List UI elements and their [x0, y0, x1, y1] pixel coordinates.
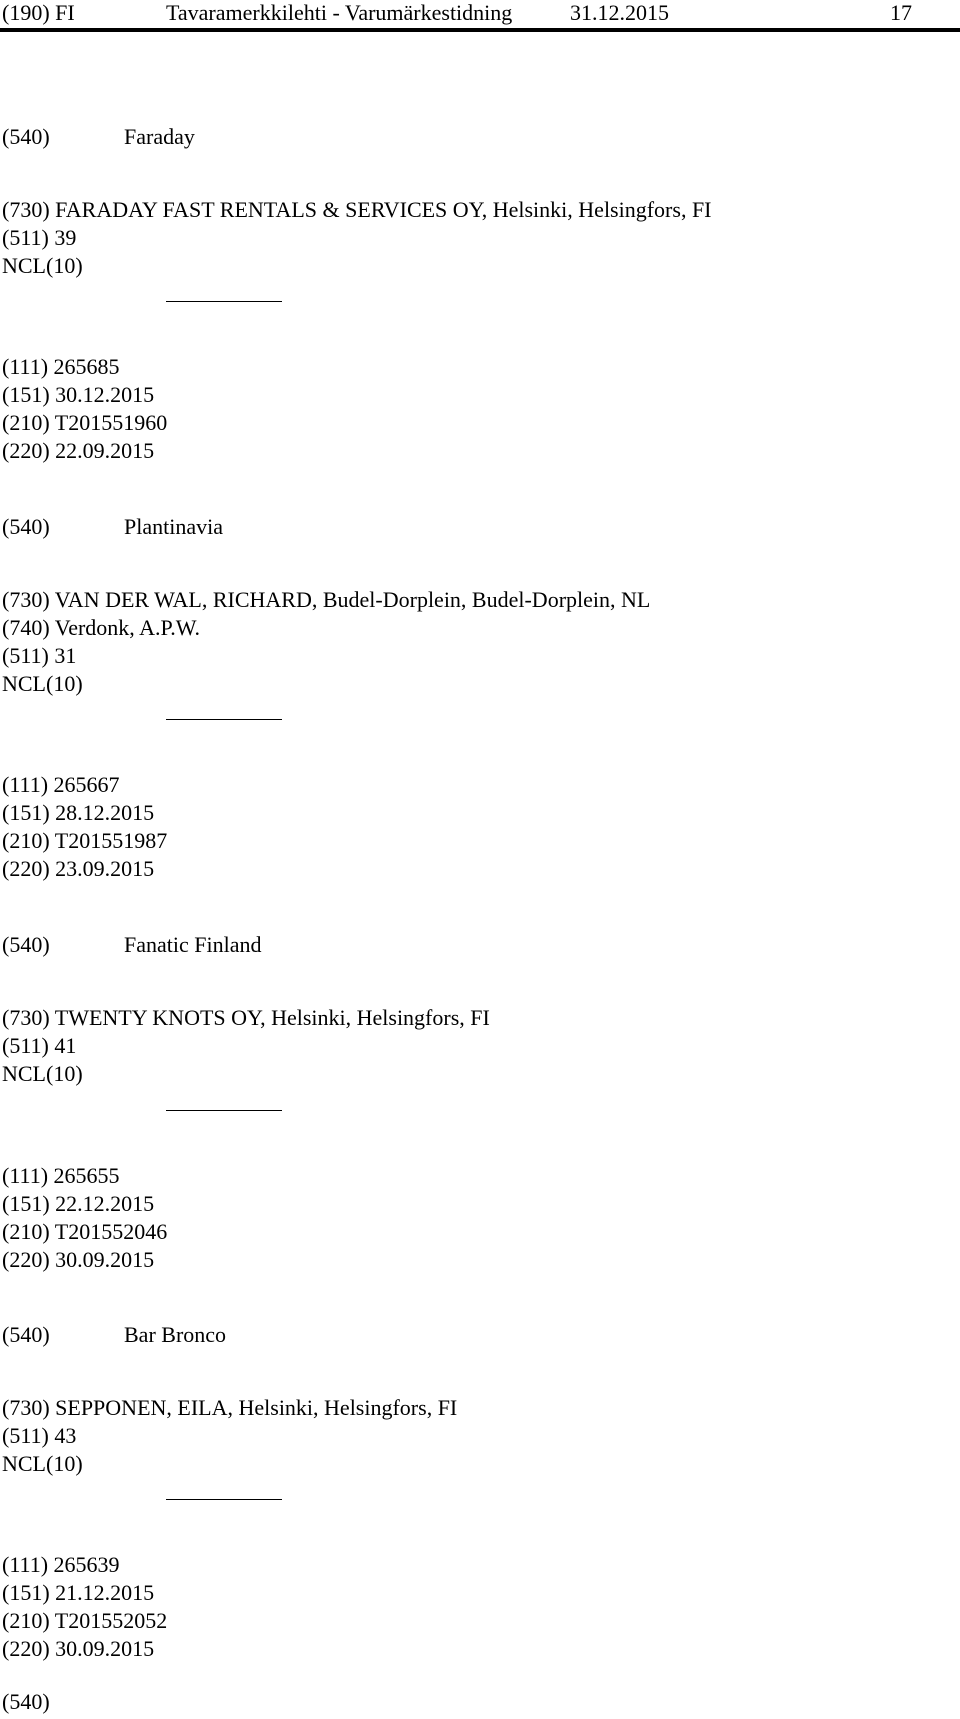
- mark-name: Plantinavia: [124, 514, 223, 539]
- class-line: (511) 39: [2, 225, 77, 250]
- ncl-line: NCL(10): [2, 671, 83, 696]
- application-number: (210) T201551987: [2, 828, 168, 853]
- mark-code: (540): [2, 932, 50, 957]
- ncl-line: NCL(10): [2, 253, 83, 278]
- owner-line: (730) FARADAY FAST RENTALS & SERVICES OY, Helsinki, Helsingfors, FI: [2, 197, 712, 222]
- issue-date: 31.12.2015: [570, 0, 669, 25]
- journal-title: Tavaramerkkilehti - Varumärkestidning: [166, 0, 513, 25]
- ncl-line: NCL(10): [2, 1061, 83, 1086]
- mark-code: (540): [2, 514, 50, 539]
- mark-name: Fanatic Finland: [124, 932, 262, 957]
- class-line: (511) 41: [2, 1033, 77, 1058]
- filing-date: (220) 30.09.2015: [2, 1636, 155, 1661]
- owner-line: (730) SEPPONEN, EILA, Helsinki, Helsingfors, FI: [2, 1395, 458, 1420]
- mark-code: (540): [2, 124, 50, 149]
- mark-name: Faraday: [124, 124, 195, 149]
- registration-date: (151) 22.12.2015: [2, 1191, 155, 1216]
- application-number: (210) T201551960: [2, 410, 168, 435]
- owner-line: (730) VAN DER WAL, RICHARD, Budel-Dorplein, Budel-Dorplein, NL: [2, 587, 651, 612]
- entry-separator: [166, 1110, 282, 1111]
- page-header: [0, 0, 960, 27]
- registration-number: (111) 265639: [2, 1552, 120, 1577]
- entry-separator: [166, 301, 282, 302]
- agent-line: (740) Verdonk, A.P.W.: [2, 615, 201, 640]
- page-number: 17: [890, 0, 912, 25]
- entry-separator: [166, 1499, 282, 1500]
- journal-code: (190) FI: [2, 0, 75, 25]
- registration-date: (151) 21.12.2015: [2, 1580, 155, 1605]
- registration-date: (151) 28.12.2015: [2, 800, 155, 825]
- registration-date: (151) 30.12.2015: [2, 382, 155, 407]
- filing-date: (220) 23.09.2015: [2, 856, 155, 881]
- entry-separator: [166, 719, 282, 720]
- mark-code: (540): [2, 1322, 50, 1347]
- class-line: (511) 43: [2, 1423, 77, 1448]
- application-number: (210) T201552052: [2, 1608, 168, 1633]
- registration-number: (111) 265655: [2, 1163, 120, 1188]
- mark-code: (540): [2, 1689, 50, 1714]
- filing-date: (220) 30.09.2015: [2, 1247, 155, 1272]
- registration-number: (111) 265667: [2, 772, 120, 797]
- class-line: (511) 31: [2, 643, 77, 668]
- application-number: (210) T201552046: [2, 1219, 168, 1244]
- mark-name: Bar Bronco: [124, 1322, 227, 1347]
- filing-date: (220) 22.09.2015: [2, 438, 155, 463]
- header-rule: [0, 28, 960, 32]
- ncl-line: NCL(10): [2, 1451, 83, 1476]
- registration-number: (111) 265685: [2, 354, 120, 379]
- owner-line: (730) TWENTY KNOTS OY, Helsinki, Helsingfors, FI: [2, 1005, 490, 1030]
